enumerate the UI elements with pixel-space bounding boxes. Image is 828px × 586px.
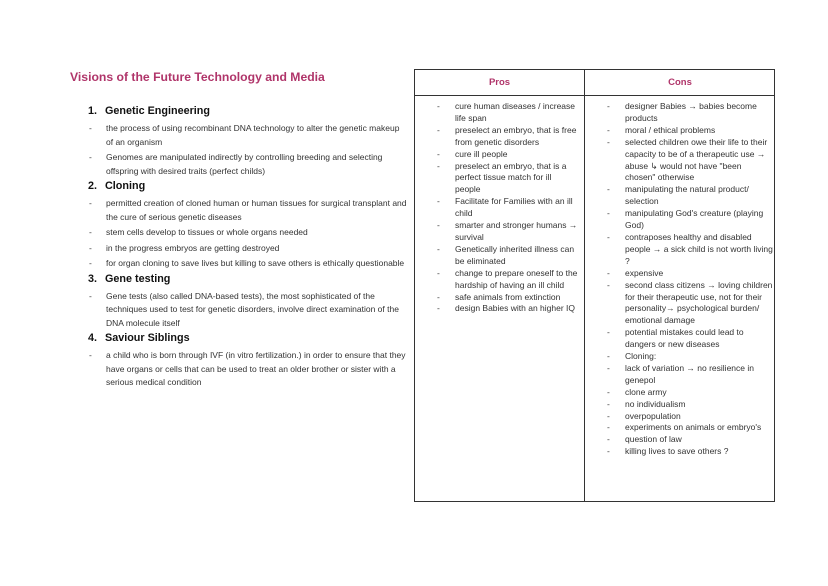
list-item: - Facilitate for Families with an ill child bbox=[437, 196, 573, 219]
list-item: - selected children owe their life to their capacity to be of a therapeutic use → abuse ↳ would not have "been chosen" otherwise bbox=[607, 136, 768, 183]
list-item: - moral / ethical problems bbox=[607, 124, 716, 135]
list-item: - second class citizens → loving children for their therapeutic use, not for their personality→ psychological burden/ emotional damage bbox=[607, 279, 773, 326]
section-number: 1. bbox=[88, 105, 98, 117]
cons-header: Cons bbox=[668, 77, 692, 88]
list-item: - expensive bbox=[607, 267, 664, 278]
topics-list bbox=[88, 103, 408, 392]
section-cloning bbox=[88, 180, 408, 271]
list-item: - lack of variation → no resilience in genepol bbox=[607, 362, 754, 385]
section-heading: Saviour Siblings bbox=[105, 332, 190, 344]
list-item: - no individualism bbox=[607, 398, 686, 409]
pros-list bbox=[433, 101, 579, 315]
list-item: - Genetically inherited illness can be eliminated bbox=[437, 243, 575, 266]
list-item: - change to prepare oneself to the hardship of having an ill child bbox=[437, 267, 578, 290]
list-item: - Cloning: bbox=[607, 351, 657, 362]
bullet-dash: - bbox=[89, 123, 92, 133]
list-item: - Gene tests (also called DNA-based tests), the most sophisticated of the techniques used to test for genetic disorders, involve direct examination of the DNA molecule itself bbox=[88, 290, 408, 331]
bullet-dash: - bbox=[89, 258, 92, 268]
list-item: - smarter and stronger humans → survival bbox=[437, 220, 578, 242]
section-gene-testing bbox=[88, 273, 408, 331]
bullet-dash: - bbox=[89, 227, 92, 237]
bullet-dash: - bbox=[89, 242, 92, 253]
list-item: - permitted creation of cloned human or human tissues for surgical transplant and the cure of serious genetic diseases bbox=[88, 197, 408, 224]
section-heading: Cloning bbox=[105, 180, 146, 192]
list-item: - Genomes are manipulated indirectly by controlling breeding and selecting offspring with desired traits (perfect childs) bbox=[88, 151, 408, 178]
bullet-dash: - bbox=[89, 350, 92, 360]
list-item: - a child who is born through IVF (in vitro fertilization.) in order to ensure that they have organs or cells that can be used to treat an older brother or sister with a serious medical condition bbox=[88, 349, 408, 390]
section-number: 2. bbox=[88, 180, 98, 192]
list-item: - the process of using recombinant DNA technology to alter the genetic makeup of an organism bbox=[88, 122, 408, 149]
bullet-dash: - bbox=[89, 152, 92, 162]
pros-header: Pros bbox=[488, 77, 511, 88]
list-item: - experiments on animals or embryo's bbox=[607, 422, 762, 433]
list-item: - in the progress embryos are getting destroyed bbox=[88, 242, 408, 256]
list-item: - cure ill people bbox=[437, 148, 508, 159]
bullet-dash: - bbox=[89, 290, 92, 301]
list-item: - designer Babies → babies become products bbox=[607, 101, 757, 123]
list-item: - for organ cloning to save lives but killing to save others is ethically questionable bbox=[88, 257, 408, 271]
section-number: 3. bbox=[88, 272, 98, 285]
list-item: - cure human diseases / increase life span bbox=[437, 101, 576, 123]
column-divider bbox=[584, 70, 585, 501]
list-item: - contraposes healthy and disabled people → a sick child is not worth living ? bbox=[607, 231, 773, 266]
list-item: - killing lives to save others ? bbox=[607, 446, 729, 457]
list-item: - manipulating God's creature (playing God) bbox=[607, 208, 764, 231]
list-item: - stem cells develop to tissues or whole organs needed bbox=[88, 226, 408, 240]
header-divider bbox=[415, 95, 774, 96]
list-item: - safe animals from extinction bbox=[437, 291, 561, 302]
list-item: - design Babies with an higher IQ bbox=[437, 303, 576, 314]
pros-cons-table bbox=[414, 69, 775, 502]
list-item: - overpopulation bbox=[607, 410, 681, 421]
list-item: - potential mistakes could lead to dangers or new diseases bbox=[607, 327, 744, 350]
section-heading: Genetic Engineering bbox=[105, 105, 210, 117]
list-item: - clone army bbox=[607, 386, 667, 397]
list-item: - preselect an embryo, that is a perfect tissue match for ill people bbox=[437, 160, 567, 195]
bullet-dash: - bbox=[89, 198, 92, 208]
section-number: 4. bbox=[88, 332, 98, 344]
page-title: Visions of the Future Technology and Media bbox=[70, 70, 325, 84]
list-item: - preselect an embryo, that is free from genetic disorders bbox=[437, 124, 577, 147]
list-item: - question of law bbox=[607, 434, 682, 445]
section-genetic-engineering bbox=[88, 105, 408, 178]
cons-list bbox=[603, 101, 773, 458]
section-heading: Gene testing bbox=[105, 272, 171, 285]
section-saviour-siblings bbox=[88, 332, 408, 390]
list-item: - manipulating the natural product/ selection bbox=[607, 184, 749, 207]
